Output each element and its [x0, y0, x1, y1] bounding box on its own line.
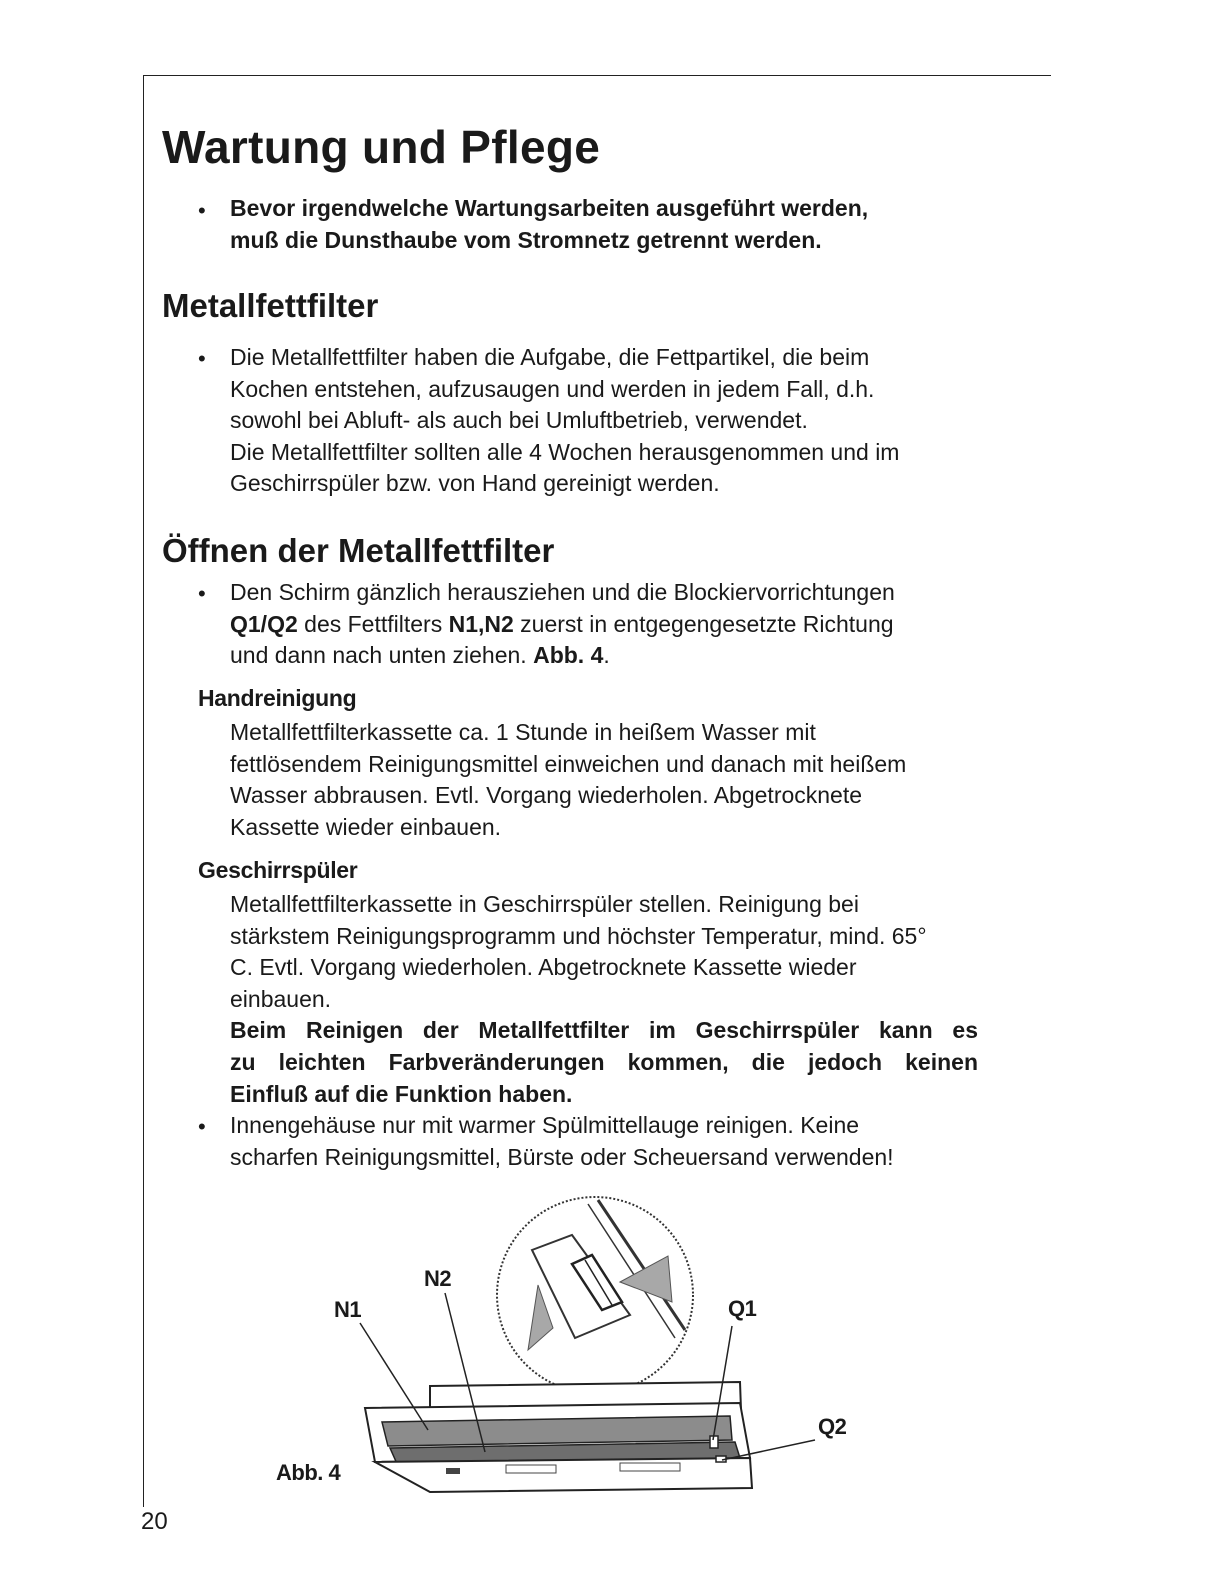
- left-rule: [143, 75, 144, 1507]
- text-line: Die Metallfettfilter sollten alle 4 Wochen herausgenommen und im: [230, 438, 900, 465]
- text-line: Den Schirm gänzlich herausziehen und die Blockiervorrichtungen: [230, 579, 895, 605]
- subheading-handreinigung: Handreinigung: [198, 685, 357, 711]
- section-heading-oeffnen: Öffnen der Metallfettfilter: [162, 532, 555, 569]
- hand-text: [230, 717, 906, 843]
- text-fragment: des Fettfilters: [297, 610, 449, 637]
- text-line: Geschirrspüler bzw. von Hand gereinigt werden.: [230, 470, 720, 497]
- top-rule: [143, 75, 1051, 76]
- text-line: Innengehäuse nur mit warmer Spülmittellauge reinigen. Keine: [230, 1112, 860, 1138]
- text-line-bold: Beim Reinigen der Metallfettfilter im Geschirrspüler kann es: [230, 1017, 978, 1044]
- label-n2: N2: [424, 1266, 452, 1291]
- section1-bullet: •: [198, 346, 206, 371]
- figure-caption: Abb. 4: [276, 1460, 341, 1485]
- warning-line: muß die Dunsthaube vom Stromnetz getrennt werden.: [230, 226, 822, 253]
- interior-text: [230, 1110, 894, 1173]
- section1-text: [230, 342, 899, 500]
- text-line: fettlösendem Reinigungsmittel einweichen und danach mit heißem: [230, 750, 907, 777]
- text-line: [230, 640, 895, 672]
- text-fragment: und dann nach unten ziehen.: [230, 642, 534, 669]
- page-number: 20: [141, 1508, 168, 1535]
- text-line: sowohl bei Abluft- als auch bei Umluftbetrieb, verwendet.: [230, 407, 808, 434]
- text-line: C. Evtl. Vorgang wiederholen. Abgetrocknete Kassette wieder: [230, 954, 857, 981]
- warning-line: Bevor irgendwelche Wartungsarbeiten ausgeführt werden,: [230, 195, 869, 221]
- text-line: Die Metallfettfilter haben die Aufgabe, die Fettpartikel, die beim: [230, 344, 870, 370]
- interior-bullet: •: [198, 1114, 206, 1139]
- hood-front-panel: [375, 1458, 752, 1492]
- ref-abb4: Abb. 4: [533, 642, 604, 669]
- page-title: Wartung und Pflege: [162, 121, 601, 173]
- label-q1: Q1: [728, 1296, 757, 1321]
- control-panel-left: [506, 1465, 556, 1473]
- section-heading-metallfettfilter: Metallfettfilter: [162, 287, 379, 324]
- control-panel-right: [620, 1463, 680, 1471]
- range-hood-illustration: [270, 1190, 870, 1510]
- switch-indicator: [446, 1468, 460, 1474]
- label-q2: Q2: [818, 1414, 847, 1439]
- text-fragment: zuerst in entgegengesetzte Richtung: [513, 610, 894, 637]
- ref-q1q2: Q1/Q2: [230, 610, 298, 637]
- warning-bullet: •: [198, 198, 206, 223]
- text-line: einbauen.: [230, 985, 332, 1012]
- filter-n1: [382, 1416, 732, 1446]
- text-line: [230, 609, 895, 641]
- text-line: stärkstem Reinigungsprogramm und höchster Temperatur, mind. 65°: [230, 922, 927, 949]
- section2-text: [230, 577, 895, 672]
- warning-text: [230, 193, 868, 256]
- text-line-bold: Einfluß auf die Funktion haben.: [230, 1080, 573, 1107]
- text-line: Wasser abbrausen. Evtl. Vorgang wiederholen. Abgetrocknete: [230, 782, 863, 809]
- section2-bullet: •: [198, 581, 206, 606]
- subheading-geschirrspueler: Geschirrspüler: [198, 857, 358, 883]
- text-line: Kochen entstehen, aufzusaugen und werden in jedem Fall, d.h.: [230, 375, 875, 402]
- ref-n1n2: N1,N2: [448, 610, 514, 637]
- text-line: Metallfettfilterkassette ca. 1 Stunde in heißem Wasser mit: [230, 719, 816, 745]
- text-line: scharfen Reinigungsmittel, Bürste oder Scheuersand verwenden!: [230, 1143, 894, 1170]
- figure-abb4: [270, 1190, 870, 1510]
- text-line: Kassette wieder einbauen.: [230, 813, 502, 840]
- text-line: Metallfettfilterkassette in Geschirrspüler stellen. Reinigung bei: [230, 891, 859, 917]
- text-fragment: .: [603, 642, 610, 669]
- text-line-bold: zu leichten Farbveränderungen kommen, die jedoch keinen: [230, 1048, 978, 1075]
- dish-text: [230, 889, 978, 1110]
- label-n1: N1: [334, 1297, 362, 1322]
